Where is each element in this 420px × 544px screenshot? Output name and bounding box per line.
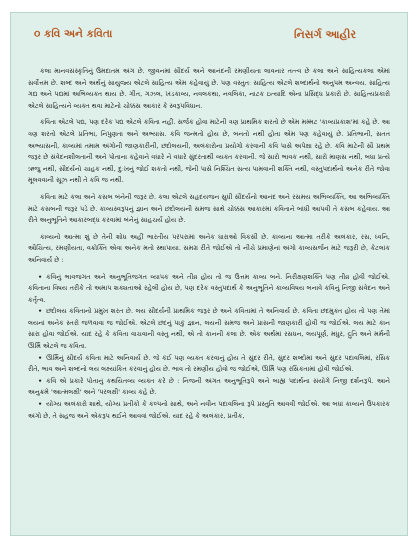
bullet-item [28,399,390,422]
bullet-list [28,272,390,423]
paragraph: કાવ્યનો આત્મા શું છે તેની શોધ અહીં ભારતીય પરંપરામાં અનેક ધારાઓ વિકસી છે. કાવ્યના આત્મા તરીકે અલંકાર, રસ, ધ્વનિ, ઔચિત્ય, રમણીયતા, વક્રોક્તિ એવા અનેક મતો સ્થાપાયા. સમગ્ર રીતે જોઈએ તો નીચે પ્રમાણેનાં અંગો કાવ્યસર્જન માટે જરૂરી છે, કેટલાંક અનિવાર્ય છે : [28,232,390,264]
document-title: ૦ કવિ અને કવિતા [34,28,113,40]
bullet-item [28,353,390,376]
bullet-item [28,306,390,352]
bullet-item [28,376,390,399]
document-header [10,28,408,46]
bullet-text: કવિ એ પ્રકારે પોતાનું કથયિતવ્ય વ્યક્ત કરે છે : નિજની અંગત અનુભૂતિરૂપે અને બાહ્ય પદાર્થના સંયોગે નિજી દર્શનરૂપે. આને અનુક્રમે 'આત્મલક્ષી' અને 'પરલક્ષી' કાવ્ય કહે છે. [28,376,390,397]
bullet-icon: • [38,272,43,281]
bullet-text: છંદોલય કવિતાનો પ્રમુખ શરત છે. લય સૌંદર્યની પ્રાથમિક જરૂર છે અને કવિતામાં તે અનિવાર્ય છે. કવિતા છંદમુક્ત હોય તો પણ તેમાં લયનાં અનેક સ્તરો જળવાવા જ જોઈએ. એટલે છંદનું પાકું જ્ઞાન, લયની સમજ અને પ્રાસની જાણકારી હોવી જ જોઈએ. લય માટે કાન સારા હોવા જોઈએ. યાદ રહે કે કવિતા વાચવાની વસ્તુ નથી, એ તો કાનની કલા છે. એક અર્થમાં રસધન, લયપૂર્ણ, મધુર, દ્રુતિ અને મર્મની ઊર્મિ એટલે જ કવિતા. [28,307,390,351]
bullet-text: યોગ્ય અલંકારો શાથે, યોગ્ય પ્રતીકો કે કલ્પનો સાથે, અને નવીન પદાવલિના રૂપે પ્રસ્તુતિ આવવી જોઈએ. આ બધાં કાવ્યને ઉપકારક અંગો છે, તે સહજ અને એકરૂપ થઈને આવવાં જોઈએ. યાદ રહે કે અલંકાર, પ્રતીક, [28,400,390,420]
author-name: નિસર્ગ આહીર [294,28,357,41]
bullet-text: ઊર્મિનું સૌંદર્ય કવિતા માટે અનિવાર્ય છે. જે કંઈ પણ વ્યક્ત કરવાનું હોય તે સુંદર રીતે, સુંદર શબ્દોમાં અને સુંદર પદાવલિમાં, રસિક રીતે, ભાવ અને શબ્દનો લય લક્ષ્યાંકિત કરવાનું હોય છે. ભાવ તો રમણીય હોવો જ જોઈએ, ઊર્મિ પણ રસિકતામાં હોવી જોઈએ. [28,353,390,374]
bullet-icon: • [38,307,43,316]
bullet-icon: • [38,353,43,362]
article-body [28,66,390,528]
paragraph: કવિતા માટે કલા અને કસબ બંનેની જરૂર છે. કલા એટલે સહૃદયજન સુધી સૌંદર્યનો આનંદ અને રસમય અભિવ્યક્તિ, આ અભિવ્યક્તિ માટે કસબની જરૂર પડે છે. કાવ્યસ્વરૂપનું જ્ઞાન અને છંદોલયની સમજ સાથે ચોક્કસ આકારમાં કવિતાને બાંધી આપવી તે કસબ કહેવાય. આ રીતે અનુભૂતિને આકારબદ્ધ કરવામાં બંનેનું સાહચર્ય હોય છે. [28,192,390,225]
bullet-icon: • [38,400,43,409]
paragraph: કલા માનવસંસ્કૃતિનું ઉમદાતમ અંગ છે. જીવનમાં સૌંદર્ય અને આનંદની રમણીયતા લાવનાર તત્ત્વ છે કલા અને સાહિત્યકલા એમાં સર્વોત્તમ છે. શબ્દ અને અર્થનું સાયુજ્ય એટલે સાહિત્ય એમ કહેવાયું છે. પણ વસ્તુતઃ સાહિત્ય એટલે શબ્દાર્થનો અનુપમ અન્વય. સાહિત્ય ગદ્ય અને પદ્યમાં અભિવ્યક્ત થાય છે. ગીત, ગઝલ, ખંડકાવ્ય, નવલકથા, નવલિકા, નાટક ઇત્યાદિ એના પ્રસિદ્ધ પ્રકારો છે. સાહિત્યપ્રકારો એટલે સાહિત્યને વ્યક્ત થવા માટેનો ચોક્કસ આકાર કે સ્વરૂપવિધાન. [28,67,390,110]
bullet-icon: • [38,376,43,385]
bullet-item [28,272,390,307]
bullet-text: કવિનું ભાવજગત અને અનુભૂતિજગત વ્યાપક અને તીવ્ર હોય તો જ ઉત્તમ કાવ્ય બને. નિરીક્ષણશક્તિ પણ તીવ્ર હોવી જોઈએ. કવિતાના વિષય તરીકે તો અમાપ શક્યતાઓ રહેલી હોય છે, પણ દરેક વસ્તુપદાર્થ કે અનુભૂતિને કાવ્યવિષય બનાવે કવિનું નિજી સંવેદન અને કર્તૃત્વ. [28,272,390,304]
paragraph: કવિતા એટલે પદ્ય, પણ દરેક પદ્ય એટલે કવિતા નહીં. સર્જક હોવા માટેની ત્રણ પ્રાથમિક શરતો છે એમ મમ્મટ 'કાવ્યપ્રકાશ'માં કહે છે. આ ત્રણ શરતો એટલે પ્રતિભા, નિપુણતા અને અભ્યાસ. કવિ જન્મતો હોય છે, બનતો નથી હોતા એમ પણ કહેવાયું છે. પ્રતિભાની, સતત અભ્યાસની, કાવ્યમાં તમામ અંગોની જાણકારીની, છંદોલયની, અલંકારોના પ્રયોગો કરવાની કવિ પાસે અપેક્ષા રહે છે. કવિ માટેની સૌ પ્રથમ જરૂર છે સંવેદનશીલતાની અને પોતાના કહેવાને વધારે ને વધારે સુંદરતાથી વ્યક્ત કરવાની. જે સારો ભાવક નથી, સારો માણસ નથી, બધા પ્રત્યે ઋજુ નથી, સૌંદર્યનો ચાહક નથી, દુઃખનું જોઈ શકતો નથી, જેની પાસે નિશ્ચિત સત્ય પામવાની શક્તિ નથી, વસ્તુપદાર્થનો અનેક રીતે જોવા મૂલવવાની સૂઝ નથી તે કવિ જ નથી. [28,118,390,185]
